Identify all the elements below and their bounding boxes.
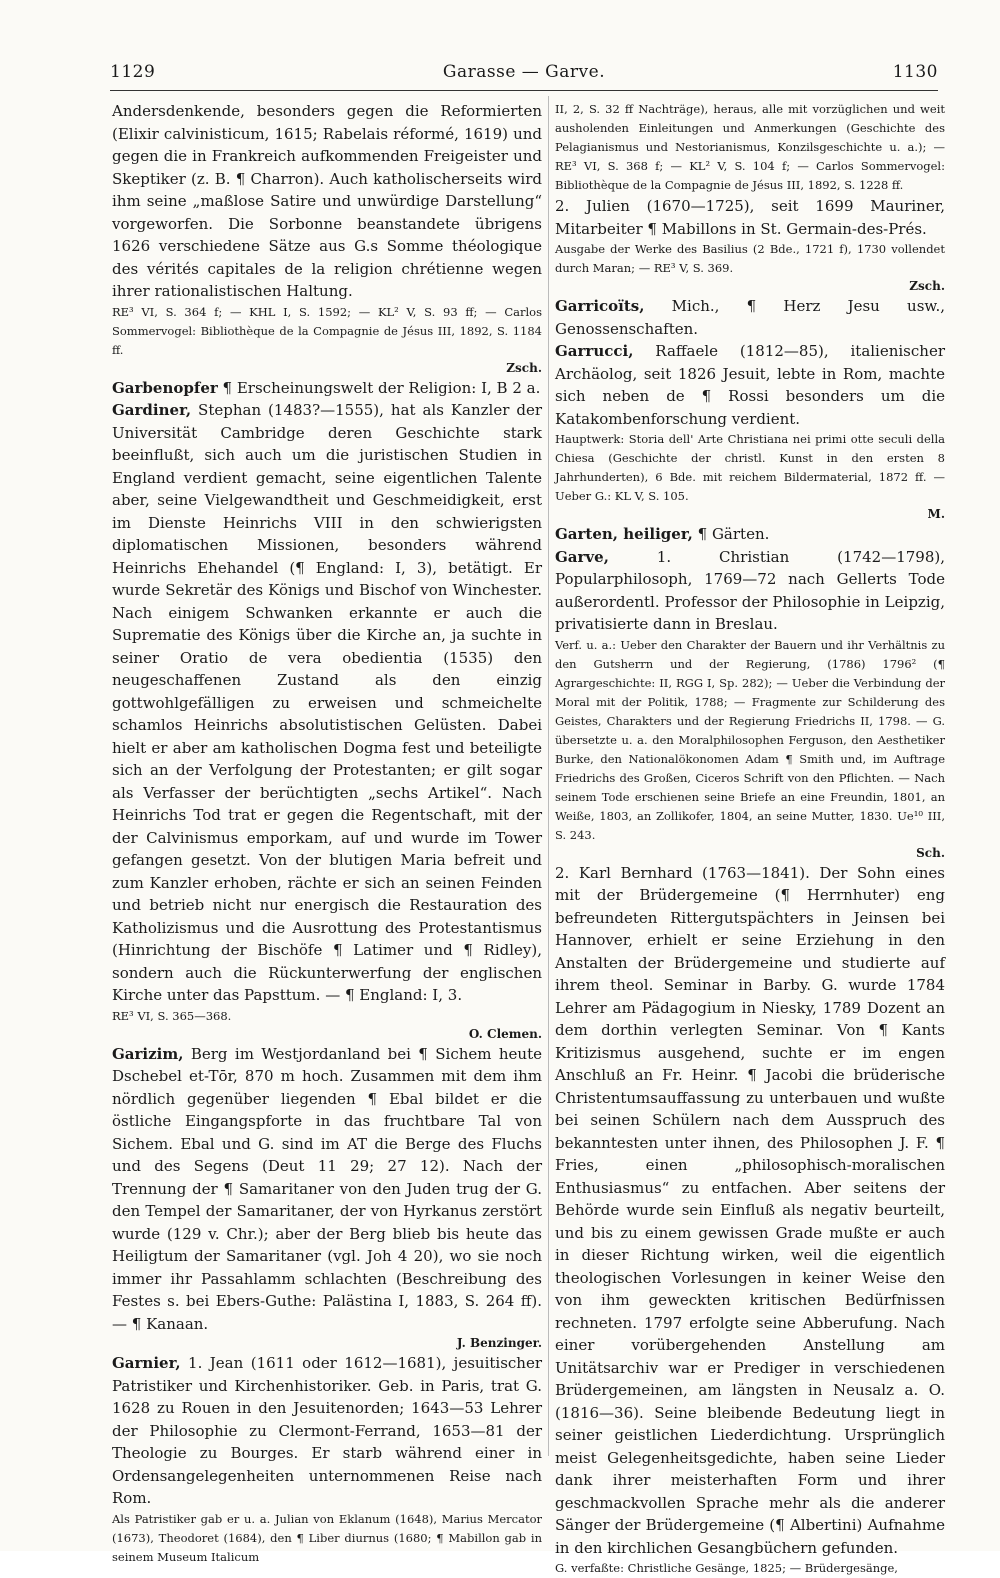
reference-note: G. verfaßte: Christliche Gesänge, 1825; — Brüdergesänge, [555,1561,898,1575]
author-signature: J. Benzinger. [456,1336,542,1350]
running-header [110,62,938,88]
right-column [555,100,945,1578]
entry-headword: Garrucci, [555,342,634,360]
entry-body: ¶ Erscheinungswelt der Religion: I, B 2 a. [217,378,541,397]
header-rule [110,90,938,91]
lexicon-entry [112,1352,542,1510]
entry-headword: Gardiner, [112,401,192,419]
paragraph: 2. Karl Bernhard (1763—1841). Der Sohn eines mit der Brüdergemeine (¶ Herrnhuter) eng befreundeten Rittergutspächters in Jeinsen bei Hannover, erhielt er seine Erziehung in den Anstalten der Brüdergemeine und studierte auf ihrem theol. Seminar in Barby. G. wurde 1784 Lehrer am Pädagogium in Niesky, 1789 Dozent an dem dorthin verlegten Seminar. Von ¶ Kants Kritizismus ausgehend, suchte er im engen Anschluß an Fr. Heinr. ¶ Jacobi die brüderische Christentumsauffassung zu unterbauen und wußte bei seinen Schülern nach dem Ausspruch des bekanntesten unter ihnen, des Philosophen J. F. ¶ Fries, einen „philosophisch-moralischen Enthusiasmus“ zu entfachen. Aber seitens der Behörde wurde sein Einfluß als negativ beurteilt, und bis zu einem gewissen Grade mußte er auch in dieser Richtung wirken, weil die eigentlich theologischen Vorlesungen in keiner Weise den von ihm geweckten kritischen Bedürfnissen rechneten. 1797 erfolgte seine Abberufung. Nach einer vorübergehenden Anstellung am Unitätsarchiv war er Prediger in verschiedenen Brüdergemeinen, am längsten in Neusalz a. O. (1816—36). Seine bleibende Bedeutung liegt in seiner geistlichen Liederdichtung. Ursprünglich meist Gelegenheitsgedichte, haben seine Lieder dank ihrer meisterhaften Form und ihrer geschmackvollen Sprache mehr als die anderer Sänger der Brüdergemeine (¶ Albertini) Aufnahme in den kirchlichen Gesangbüchern gefunden. [555,863,945,1557]
paragraph: 2. Julien (1670—1725), seit 1699 Mauriner, Mitarbeiter ¶ Mabillons in St. Germain-des-Prés. [555,197,945,238]
reference-note: Als Patristiker gab er u. a. Julian von Eklanum (1648), Marius Mercator (1673), Theodoret (1684), den ¶ Liber diurnus (1680; ¶ Mabillon gab in seinem Museum Italicum [112,1511,542,1564]
entry-body: ¶ Gärten. [692,525,770,543]
reference-note: RE³ VI, S. 365—368. [112,1008,232,1023]
page-number-left: 1129 [110,62,156,82]
reference-note: II, 2, S. 32 ff Nachträge), heraus, alle mit vorzüglichen und weit ausholenden Einleitungen und Anmerkungen (Geschichte des Pelagianismus und Nestorianismus, Konzilsgeschichte u. a.); — RE³ VI, S. 368 f; — KL² V, S. 104 f; — Carlos Sommervogel: Bibliothèque de la Compagnie de Jésus III, 1892, S. 1228 ff. [555,102,945,192]
entry-headword: Garnier, [112,1354,181,1372]
entry-headword: Garten, heiliger, [555,525,693,543]
author-signature: Zsch. [506,360,542,375]
author-signature: Zsch. [909,279,945,293]
entry-body: 1. Jean (1611 oder 1612—1681), jesuitischer Patristiker und Kirchenhistoriker. Geb. in Paris, trat G. 1628 zu Rouen in den Jesuitenorden; 1643—53 Lehrer der Philosophie zu Clermont-Ferrand, 1653—81 der Theologie zu Bourges. Er starb während einer in Ordensangelegenheiten unternommenen Reise nach Rom. [112,1354,542,1507]
lexicon-entry [112,399,542,1007]
running-title: Garasse — Garve. [442,62,606,82]
author-signature: O. Clemen. [468,1026,542,1041]
reference-note: RE³ VI, S. 364 f; — KHL I, S. 1592; — KL² V, S. 93 ff; — Carlos Sommervogel: Bibliothèque de la Compagnie de Jésus III, 1892, S. 1184 ff. [112,304,542,357]
author-signature: Sch. [916,845,945,860]
lexicon-entry [555,340,945,430]
lexicon-entry [555,295,945,340]
entry-body: 1. Christian (1742—1798), Popularphilosoph, 1769—72 nach Gellerts Tode außerordentl. Professor der Philosophie in Leipzig, privatisierte dann in Breslau. [555,547,945,633]
left-column [112,100,542,1567]
reference-note: Ausgabe der Werke des Basilius (2 Bde., 1721 f), 1730 vollendet durch Maran; — RE³ V, S. 369. [555,242,945,275]
paragraph: Andersdenkende, besonders gegen die Reformierten (Elixir calvinisticum, 1615; Rabelais réformé, 1619) und gegen die in Frankreich aufkommenden Freigeister und Skeptiker (z. B. ¶ Charron). Auch katholischerseits wird ihm seine „maßlose Satire und unwürdige Darstellung“ vorgeworfen. Die Sorbonne beanstandete übrigens 1626 verschiedene Sätze aus G.s Somme théologique des vérités capitales de la religion chrétienne wegen ihrer rationalistischen Haltung. [112,102,542,300]
lexicon-entry [112,377,542,400]
lexicon-entry [112,1043,542,1336]
reference-note: Hauptwerk: Storia dell' Arte Christiana nei primi otte seculi della Chiesa (Geschichte der christl. Kunst in den ersten 8 Jahrhunderten), 6 Bde. mit reichem Bildermaterial, 1872 ff. — Ueber G.: KL V, S. 105. [555,432,945,503]
entry-body: Stephan (1483?—1555), hat als Kanzler der Universität Cambridge deren Geschichte stark beeinflußt, sich auch um die juristischen Studien in England verdient gemacht, seine eigentlichen Talente aber, seine Vielgewandtheit und Geschmeidigkeit, erst im Dienste Heinrichs VIII in den schwierigsten diplomatischen Missionen, besonders während Heinrichs Ehehandel (¶ England: I, 3), betätigt. Er wurde Sekretär des Königs und Bischof von Winchester. Nach einigem Schwanken erkannte er auch die Suprematie des Königs über die Kirche an, ja suchte in seiner Oratio de vera obedientia (1535) den neugeschaffenen Zustand als den einzig gottwohlgefälligen zu erweisen und schmeichelte schamlos Heinrichs absolutistischen Gelüsten. Dabei hielt er aber am katholischen Dogma fest und beteiligte sich an der Verfolgung der Protestanten; er gilt sogar als Verfasser der berüchtigten „sechs Artikel“. Nach Heinrichs Tod trat er gegen die Regentschaft, mit der der Calvinismus emporkam, auf und wurde im Tower gefangen gesetzt. Von der blutigen Maria befreit und zum Kanzler erhoben, rächte er sich an seinen Feinden und betrieb nicht nur energisch die Restauration des Katholizismus und die Ausrottung des Protestantismus (Hinrichtung der Bischöfe ¶ Latimer und ¶ Ridley), sondern auch die Rückunterwerfung der englischen Kirche unter das Papsttum. — ¶ England: I, 3. [112,401,542,1004]
entry-body: Raffaele (1812—85), italienischer Archäolog, seit 1826 Jesuit, lebte in Rom, machte sich neben de ¶ Rossi besonders um die Katakombenforschung verdient. [555,342,945,428]
entry-body: Mich., ¶ Herz Jesu usw., Genossenschaften. [555,297,945,338]
author-signature: M. [927,507,945,521]
reference-note: Verf. u. a.: Ueber den Charakter der Bauern und ihr Verhältnis zu den Gutsherrn und der Regierung, (1786) 1796² (¶ Agrargeschichte: II, RGG I, Sp. 282); — Ueber die Verbindung der Moral mit der Politik, 1788; — Fragmente zur Schilderung des Geistes, Charakters und der Regierung Friedrichs II, 1798. — G. übersetzte u. a. den Moralphilosophen Ferguson, den Aesthetiker Burke, den Nationalökonomen Adam ¶ Smith und, im Auftrage Friedrichs des Großen, Ciceros Schrift von den Pflichten. — Nach seinem Tode erschienen seine Briefe an eine Freundin, 1801, an Weiße, 1803, an Zollikofer, 1804, an seine Mutter, 1830. Ue¹⁰ III, S. 243. [555,637,945,842]
entry-headword: Garizim, [112,1044,184,1063]
entry-headword: Garve, [555,547,609,566]
lexicon-entry [555,523,945,546]
entry-headword: Garricoïts, [555,297,645,315]
lexicon-entry [555,546,945,636]
column-separator [548,96,549,1456]
entry-headword: Garbenopfer [112,378,218,397]
page-number-right: 1130 [892,62,938,82]
entry-body: Berg im Westjordanland bei ¶ Sichem heute Dschebel et-Tōr, 870 m hoch. Zusammen mit dem ihm nördlich gegenüber liegenden ¶ Ebal bildet er die östliche Eingangspforte in das fruchtbare Tal von Sichem. Ebal und G. sind im AT die Berge des Fluchs und des Segens (Deut 11 29; 27 12). Nach der Trennung der ¶ Samaritaner von den Juden trug der G. den Tempel der Samaritaner, der von Hyrkanus zerstört wurde (129 v. Chr.); aber der Berg blieb bis heute das Heiligtum der Samaritaner (vgl. Joh 4 20), wo sie noch immer ihr Passahlamm schlachten (Beschreibung des Festes s. bei Ebers-Guthe: Palästina I, 1883, S. 264 ff). — ¶ Kanaan. [112,1044,542,1333]
